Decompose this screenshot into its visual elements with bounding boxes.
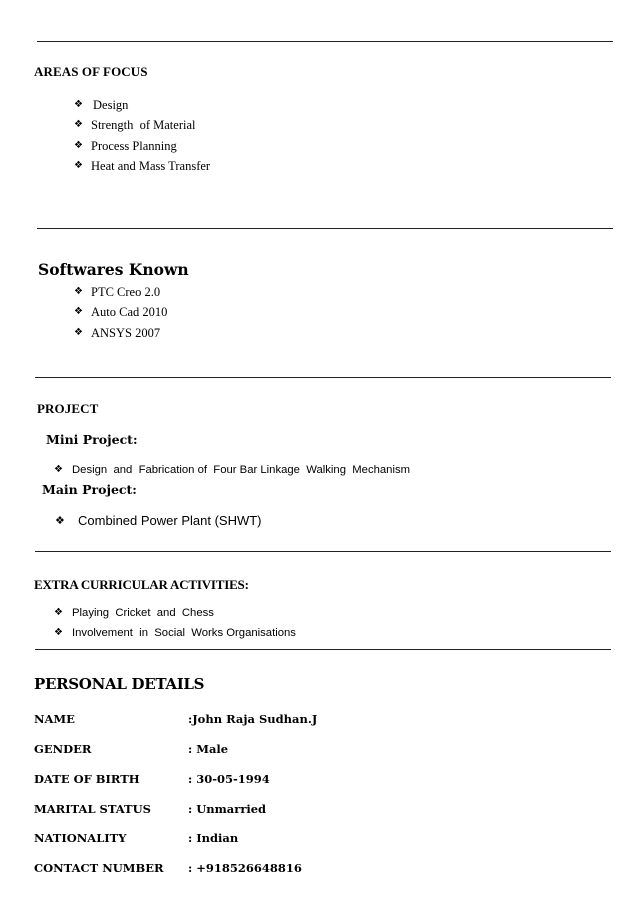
- nationality-value: : Indian: [188, 831, 239, 845]
- list-item: [54, 460, 410, 480]
- nationality-label: NATIONALITY: [34, 831, 127, 845]
- list-item-text: Combined Power Plant (SHWT): [78, 513, 262, 528]
- list-item: [74, 282, 167, 302]
- gender-value: : Male: [188, 742, 229, 756]
- gender-label: GENDER: [34, 742, 92, 756]
- diamond-bullet-icon: ❖: [54, 627, 63, 638]
- list-item: [55, 510, 262, 532]
- section-divider: [35, 377, 611, 378]
- section-divider: [35, 649, 611, 650]
- section-divider: [37, 41, 613, 42]
- diamond-bullet-icon: ❖: [54, 607, 63, 618]
- areas-of-focus-list: [74, 95, 210, 176]
- list-item-text: Process Planning: [91, 138, 177, 153]
- list-item: [54, 603, 296, 623]
- diamond-bullet-icon: ❖: [74, 326, 83, 338]
- list-item: [74, 323, 167, 343]
- diamond-bullet-icon: ❖: [74, 99, 83, 110]
- name-label: NAME: [34, 712, 75, 726]
- contact-number-value: : +918526648816: [188, 861, 302, 875]
- personal-details-heading: PERSONAL DETAILS: [34, 675, 205, 693]
- list-item: [74, 95, 210, 115]
- mini-project-label: Mini Project:: [46, 432, 138, 447]
- list-item: [74, 156, 210, 176]
- extra-curricular-heading: EXTRA CURRICULAR ACTIVITIES:: [34, 577, 249, 592]
- extra-curricular-list: [54, 603, 296, 643]
- list-item: [74, 115, 210, 135]
- list-item: [74, 302, 167, 322]
- name-value: :John Raja Sudhan.J: [188, 712, 318, 726]
- list-item-text: PTC Creo 2.0: [91, 285, 161, 299]
- diamond-bullet-icon: ❖: [74, 139, 83, 151]
- contact-number-label: CONTACT NUMBER: [34, 861, 164, 875]
- diamond-bullet-icon: ❖: [74, 159, 83, 171]
- list-item-text: Strength of Material: [91, 118, 196, 133]
- softwares-heading: Softwares Known: [38, 260, 189, 279]
- list-item-text: Design: [93, 98, 129, 112]
- marital-status-label: MARITAL STATUS: [34, 802, 151, 816]
- list-item-text: ANSYS 2007: [91, 325, 161, 340]
- diamond-bullet-icon: ❖: [74, 119, 83, 131]
- list-item-text: Heat and Mass Transfer: [91, 158, 211, 173]
- mini-project-list: [54, 460, 410, 480]
- list-item-text: Design and Fabrication of Four Bar Linkage Walking Mechanism: [72, 464, 411, 476]
- dob-value: : 30-05-1994: [188, 772, 270, 786]
- list-item: [74, 136, 210, 156]
- dob-label: DATE OF BIRTH: [34, 772, 140, 786]
- diamond-bullet-icon: ❖: [54, 464, 63, 475]
- list-item: [54, 623, 296, 643]
- list-item-text: Auto Cad 2010: [91, 305, 168, 320]
- diamond-bullet-icon: ❖: [74, 286, 83, 297]
- main-project-list: [55, 510, 262, 532]
- diamond-bullet-icon: ❖: [55, 514, 65, 527]
- softwares-list: [74, 282, 167, 343]
- list-item-text: Involvement in Social Works Organisations: [72, 627, 296, 639]
- project-heading: PROJECT: [37, 401, 99, 416]
- section-divider: [35, 551, 611, 552]
- main-project-label: Main Project:: [42, 482, 137, 497]
- list-item-text: Playing Cricket and Chess: [72, 607, 214, 619]
- section-divider: [37, 228, 613, 229]
- areas-of-focus-heading: AREAS OF FOCUS: [34, 64, 148, 79]
- diamond-bullet-icon: ❖: [74, 306, 83, 318]
- marital-status-value: : Unmarried: [188, 802, 267, 816]
